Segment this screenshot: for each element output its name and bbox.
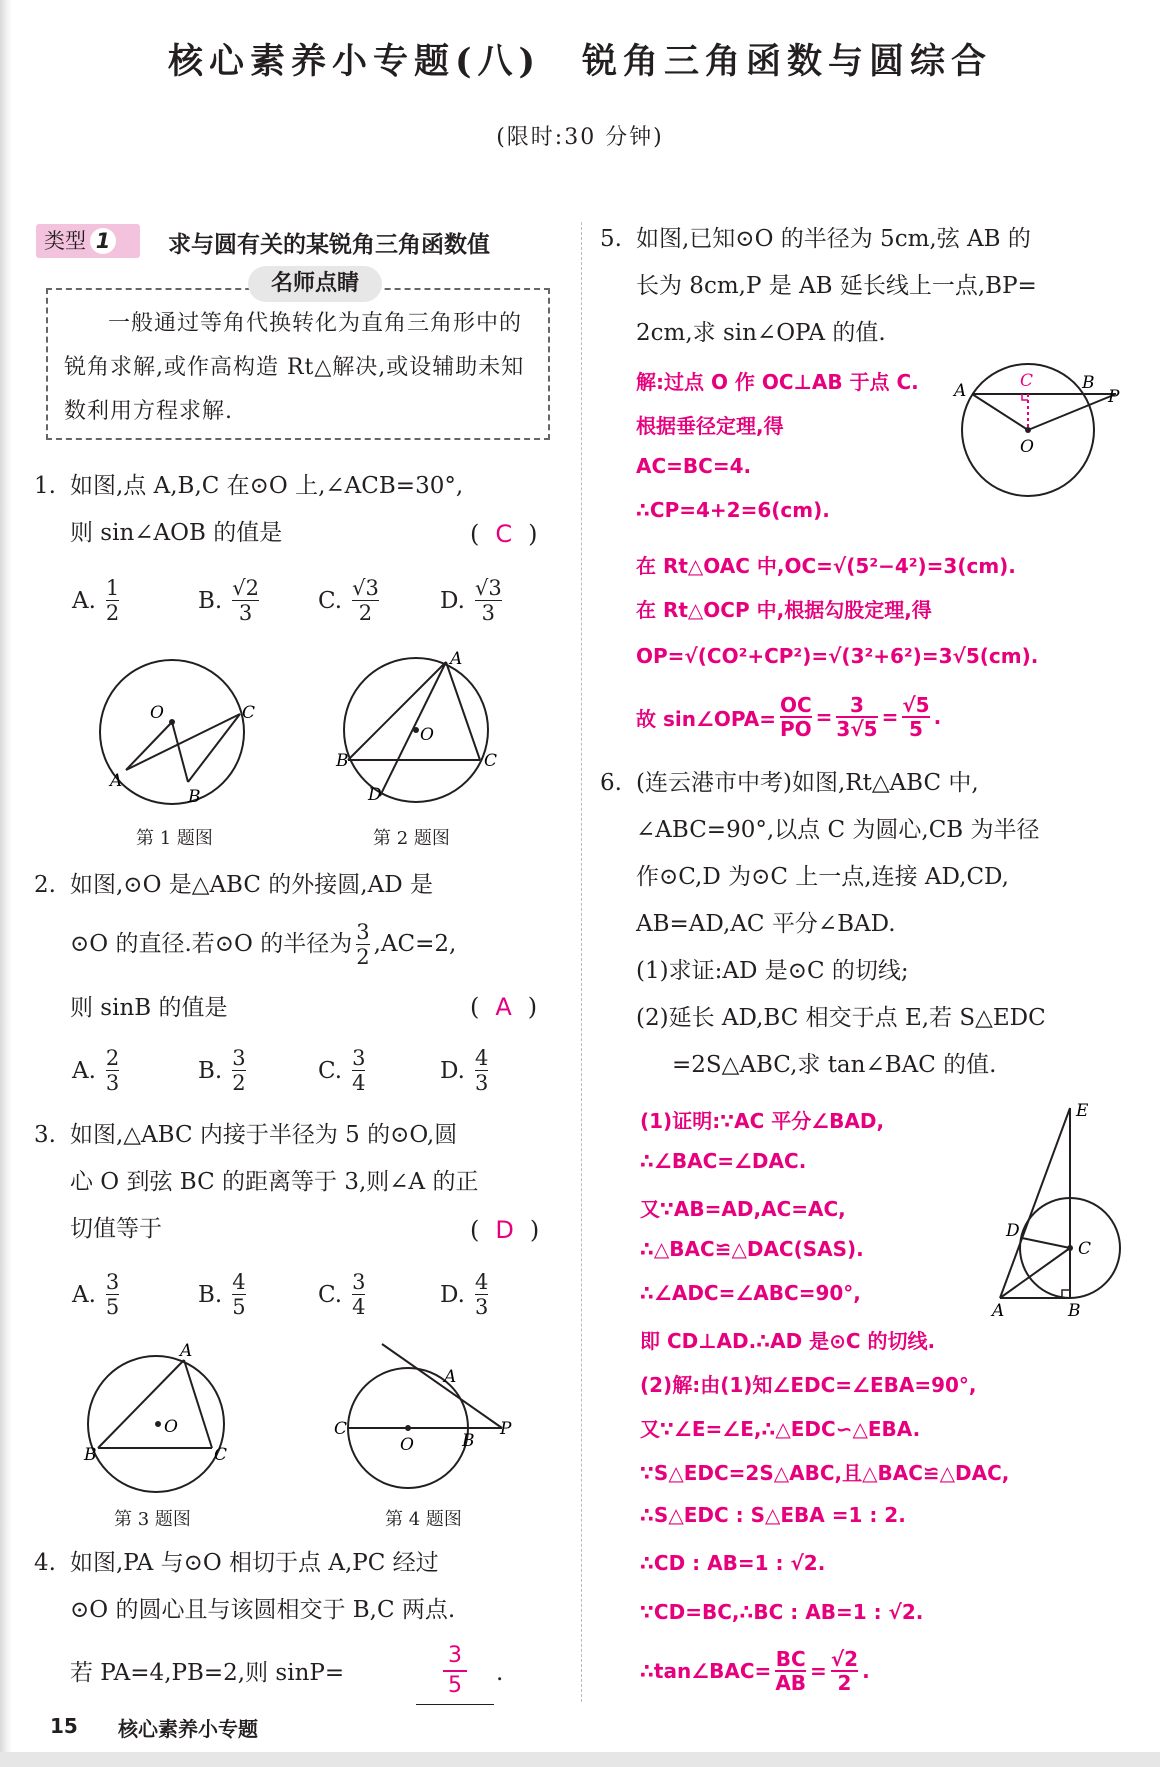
question-text: ∠ABC=90°,以点 C 为圆心,CB 为半径 [636,817,1040,843]
option-d: D. $\frac{4}{3}$ [440,1270,489,1319]
svg-text:C: C [484,751,498,771]
option-b: B. $\frac{√2}{3}$ [198,576,259,625]
svg-text:A: A [954,381,967,401]
svg-text:C: C [242,703,256,723]
solution-line: ∴S△EDC : S△EBA =1 : 2. [640,1503,906,1527]
svg-text:C: C [214,1445,228,1465]
question-text: 切值等于 [70,1216,162,1242]
answer-choice: D [495,1216,514,1244]
type-badge-label: 类型 [44,229,86,253]
solution-line: ∴CD : AB=1 : √2. [640,1551,826,1575]
tip-tag: 名师点睛 [248,266,382,302]
type-badge-number: 1 [90,228,116,254]
page-edge-shadow [0,0,12,1767]
question-2-line2: ⊙O 的直径.若⊙O 的半径为 $\frac{3}{2}$ ,AC=2, [70,920,457,969]
figure-5 [950,356,1130,506]
question-text: 心 O 到弦 BC 的距离等于 3,则∠A 的正 [70,1169,479,1195]
solution-line: ∵CD=BC,∴BC : AB=1 : √2. [640,1600,924,1624]
solution-line: (2)解:由(1)知∠EDC=∠EBA=90°, [640,1373,977,1397]
question-text: 若 PA=4,PB=2,则 sinP= [70,1660,345,1686]
footer-label: 核心素养小专题 [118,1717,258,1741]
figure-1-caption: 第 1 题图 [136,828,213,849]
answer-paren: ( A ) [470,993,538,1021]
svg-text:B: B [188,787,201,807]
figure-4-caption: 第 4 题图 [385,1509,462,1530]
question-text: ⊙O 的圆心且与该圆相交于 B,C 两点. [70,1597,456,1623]
question-text: 则 sinB 的值是 [70,995,228,1021]
question-number: 6. [600,770,622,796]
question-text: 如图,点 A,B,C 在⊙O 上,∠ACB=30°, [70,473,464,499]
column-divider [581,222,582,1702]
svg-text:B: B [84,1445,97,1465]
solution-line: ∴∠BAC=∠DAC. [640,1149,807,1173]
figure-6 [990,1100,1130,1320]
svg-text:O: O [164,1417,178,1437]
option-c: C. $\frac{3}{4}$ [318,1270,366,1319]
option-a: A. $\frac{2}{3}$ [72,1046,120,1095]
solution-line: (1)证明:∵AC 平分∠BAD, [640,1109,885,1133]
question-number: 2. [34,872,56,898]
answer-choice: A [495,993,512,1021]
question-text: 如图,PA 与⊙O 相切于点 A,PC 经过 [70,1550,439,1576]
solution-line: 根据垂径定理,得 [636,414,784,438]
bottom-bar [0,1752,1160,1767]
svg-text:A: A [450,649,463,669]
question-text: 则 sin∠AOB 的值是 [70,520,283,546]
section-title: 求与圆有关的某锐角三角函数值 [168,232,490,258]
svg-text:A: A [110,771,123,791]
solution-line: 即 CD⊥AD.∴AD 是⊙C 的切线. [640,1329,936,1353]
question-part-2: (2)延长 AD,BC 相交于点 E,若 S△EDC [636,1005,1046,1031]
solution-line: AC=BC=4. [636,454,752,478]
solution-line: ∴△BAC≌△DAC(SAS). [640,1237,864,1261]
question-part-2-cont: =2S△ABC,求 tan∠BAC 的值. [672,1052,997,1078]
option-a: A. $\frac{3}{5}$ [72,1270,120,1319]
sentence-end: . [496,1660,504,1686]
question-number: 1. [34,473,56,499]
question-text: 如图,△ABC 内接于半径为 5 的⊙O,圆 [70,1122,458,1148]
solution-line: OP=√(CO²+CP²)=√(3²+6²)=3√5(cm). [636,644,1039,668]
svg-text:A: A [444,1367,457,1387]
option-d: D. $\frac{4}{3}$ [440,1046,489,1095]
page-number: 15 [50,1714,78,1738]
fill-answer: 3 5 [416,1643,494,1699]
figure-3 [80,1340,250,1500]
question-4 [34,1540,574,1634]
page-title: 核心素养小专题(八) 锐角三角函数与圆综合 [167,41,993,82]
question-number: 3. [34,1122,56,1148]
svg-text:O: O [1020,437,1034,457]
svg-text:O: O [420,725,434,745]
type-badge [36,224,140,258]
svg-text:A: A [180,1341,193,1361]
tip-text: 一般通过等角代换转化为直角三角形中的锐角求解,或作高构造 Rt△解决,或设辅助未知数利用方程求解. [64,311,525,424]
svg-text:C: C [334,1419,348,1439]
question-text: 如图,⊙O 是△ABC 的外接圆,AD 是 [70,872,433,898]
question-5 [600,216,1130,357]
question-number: 4. [34,1550,56,1576]
question-text: 如图,已知⊙O 的半径为 5cm,弦 AB 的 [636,226,1031,252]
svg-text:B: B [1082,373,1095,393]
answer-paren: ( D ) [470,1216,540,1244]
svg-text:O: O [400,1435,414,1455]
svg-text:B: B [1068,1301,1081,1320]
svg-text:B: B [336,751,349,771]
svg-text:C: C [1078,1239,1092,1259]
svg-text:P: P [1108,387,1120,407]
option-a: A. $\frac{1}{2}$ [72,576,120,625]
answer-paren: ( C ) [470,520,538,548]
solution-line: 又∵AB=AD,AC=AC, [640,1197,846,1221]
question-text: AB=AD,AC 平分∠BAD. [636,911,896,937]
svg-text:P: P [500,1419,512,1439]
question-text: 作⊙C,D 为⊙C 上一点,连接 AD,CD, [636,864,1009,890]
question-6 [600,760,1130,1089]
figure-3-caption: 第 3 题图 [114,1509,191,1530]
svg-text:A: A [992,1301,1005,1320]
figure-1 [96,650,266,810]
svg-text:E: E [1076,1101,1089,1121]
option-d: D. $\frac{√3}{3}$ [440,576,502,625]
question-number: 5. [600,226,622,252]
solution-line: 又∵∠E=∠E,∴△EDC∽△EBA. [640,1417,921,1441]
question-part-1: (1)求证:AD 是⊙C 的切线; [636,958,909,984]
solution-line: ∴CP=4+2=6(cm). [636,498,830,522]
option-c: C. $\frac{√3}{2}$ [318,576,379,625]
answer-choice: C [495,520,513,548]
question-2 [34,862,574,909]
option-c: C. $\frac{3}{4}$ [318,1046,366,1095]
question-text: (连云港市中考)如图,Rt△ABC 中, [636,770,979,796]
svg-text:B: B [462,1431,475,1451]
solution-line: 故 sin∠OPA= OC PO = 3 3√5 = √5 5 . [636,693,942,741]
answer-blank-line [416,1704,494,1705]
solution-line: ∴tan∠BAC= BC AB = √2 2 . [640,1647,870,1695]
figure-4 [334,1340,524,1500]
solution-line: ∴∠ADC=∠ABC=90°, [640,1281,861,1305]
option-b: B. $\frac{4}{5}$ [198,1270,246,1319]
option-b: B. $\frac{3}{2}$ [198,1046,246,1095]
solution-line: ∵S△EDC=2S△ABC,且△BAC≌△DAC, [640,1461,1010,1485]
solution-line: 在 Rt△OCP 中,根据勾股定理,得 [636,598,932,622]
solution-line: 解:过点 O 作 OC⊥AB 于点 C. [636,370,919,394]
question-text: 长为 8cm,P 是 AB 延长线上一点,BP= [636,273,1037,299]
time-limit: (限时:30 分钟) [496,125,664,150]
figure-2-caption: 第 2 题图 [373,828,450,849]
svg-text:O: O [150,703,164,723]
question-text: 2cm,求 sin∠OPA 的值. [636,320,886,346]
svg-text:D: D [1006,1221,1020,1241]
svg-text:C: C [1020,371,1034,391]
figure-2 [330,648,510,812]
solution-line: 在 Rt△OAC 中,OC=√(5²−4²)=3(cm). [636,554,1016,578]
svg-text:D: D [368,785,382,805]
